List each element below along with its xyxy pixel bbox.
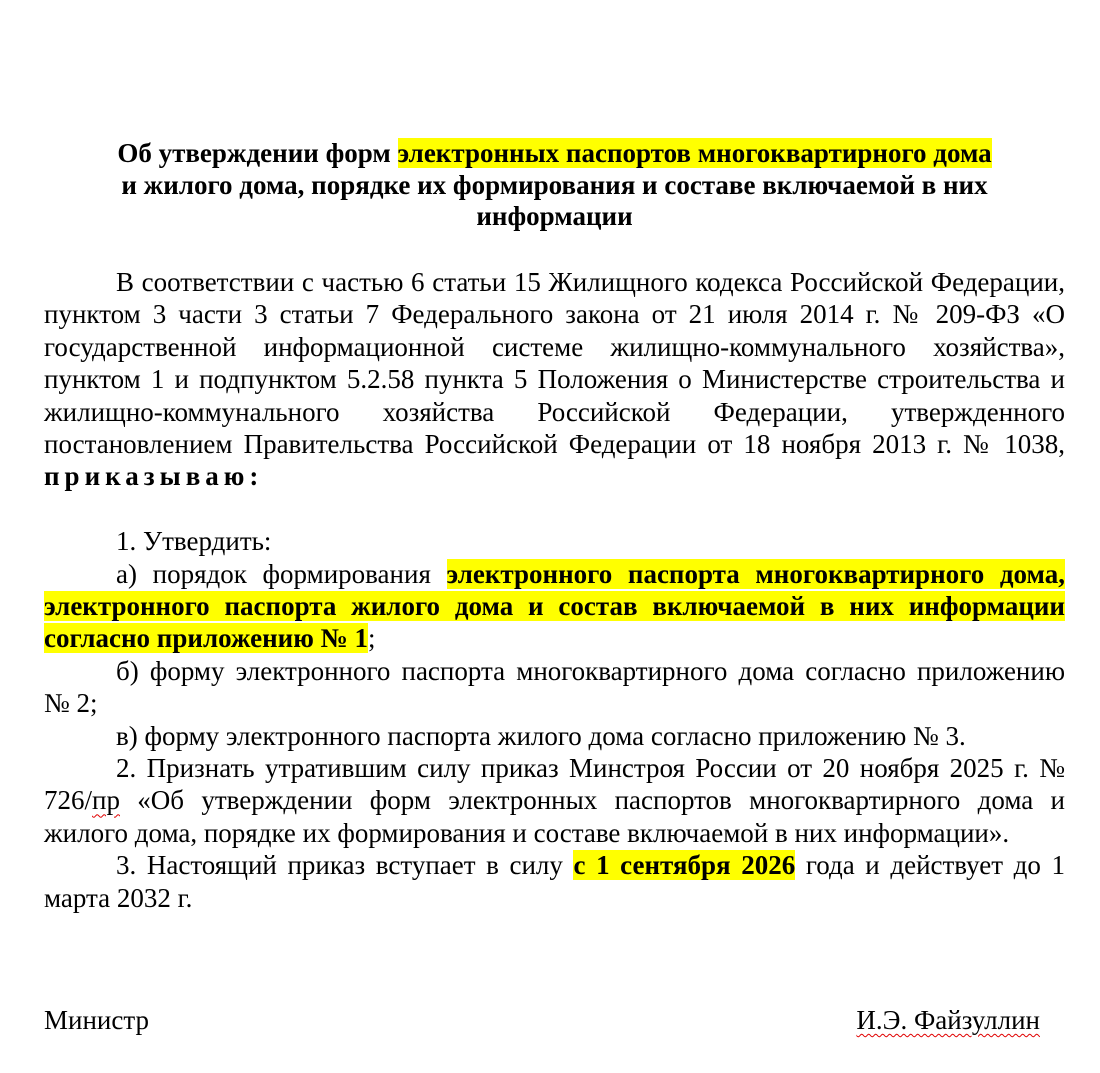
title-part-1: Об утверждении форм [117,138,398,168]
document-title [44,138,1065,233]
item-2-prefix: 2. Признать утратившим силу приказ Минстроя России от 20 ноября 2025 г. № 726/ [44,753,1065,816]
preamble-text: В соответствии с частью 6 статьи 15 Жилищного кодекса Российской Федерации, пунктом 3 части 3 статьи 7 Федерального закона от 21 июля 2014 г. № 209-ФЗ «О государственной информационной системе жилищно-коммунального хозяйства», пунктом 1 и подпунктом 5.2.58 пункта 5 Положения о Министерстве строительства и жилищно-коммунального хозяйства Российской Федерации, утвержденного постановлением Правительства Российской Федерации от 18 ноября 2013 г. № 1038, [44,267,1065,460]
preamble-paragraph [44,266,1065,493]
item-1a-prefix: а) порядок формирования [116,558,447,589]
signature-name: И.Э. Файзуллин [856,1005,1040,1035]
signature-block [44,1004,1040,1036]
document-body [44,266,1065,914]
item-1a-suffix: ; [368,623,376,654]
paragraph-spacer [44,493,1065,525]
item-1a-highlight: электронного паспорта многоквартирного дома, электронного паспорта жилого дома и состав включаемой в них информации согласно приложению № 1 [44,558,1065,654]
item-3-prefix: 3. Настоящий приказ вступает в силу [116,850,574,881]
item-1a [44,558,1065,655]
signature-position: Министр [44,1005,149,1035]
item-3-suffix: года и действует до 1 марта 2032 г. [44,850,1065,913]
document-page [44,0,1065,1073]
item-2-suffix: «Об утверждении форм электронных паспортов многоквартирного дома и жилого дома, порядке их формирования и составе включаемой в них информации». [44,785,1065,848]
item-1c: в) форму электронного паспорта жилого дома согласно приложению № 3. [116,720,966,751]
order-word: приказываю: [44,461,264,492]
title-part-3: и жилого дома, порядке их формирования и составе включаемой в них информации [121,169,988,231]
item-2-spellcheck-word: пр [92,785,120,816]
item-1: 1. Утвердить: [116,526,272,557]
item-1b: б) форму электронного паспорта многоквартирного дома согласно приложению № 2; [44,655,1065,719]
item-3 [44,849,1065,914]
item-3-highlight: с 1 сентября 2026 [573,850,796,881]
item-2 [44,752,1065,849]
title-highlight: электронных паспортов многоквартирного дома [397,138,992,168]
